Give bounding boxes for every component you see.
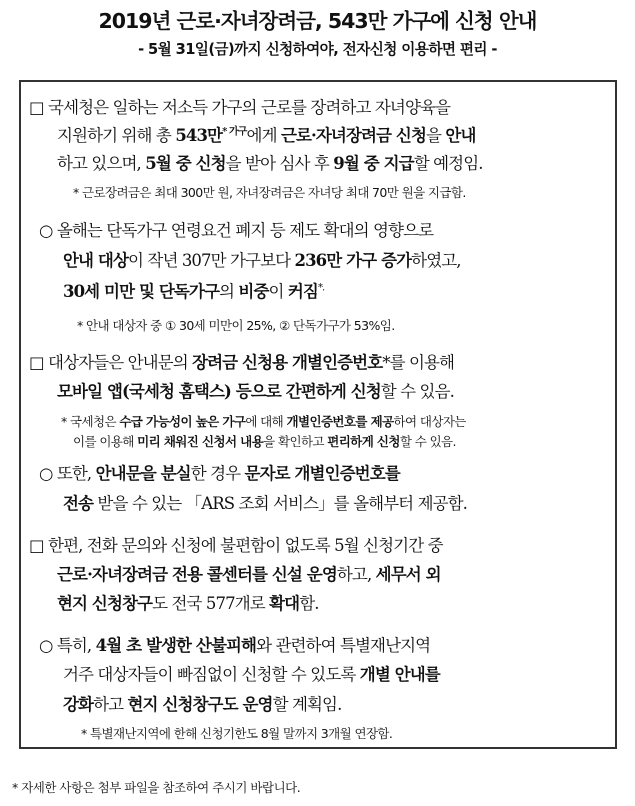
content-box (19, 80, 617, 749)
s5-line2: 근로·자녀장려금 전용 콜센터를 신설 운영하고, 세무서 외 (57, 565, 441, 584)
s2-line2: 안내 대상이 작년 307만 가구보다 236만 가구 증가하였고, (63, 251, 461, 270)
s5-line3: 현지 신청창구도 전국 577개로 확대함. (57, 594, 319, 613)
s6-line3: 강화하고 현지 신청창구도 운영할 계획임. (63, 695, 342, 714)
s6-line1: ○ 특히, 4월 초 발생한 산불피해와 관련하여 특별재난지역 (39, 636, 431, 655)
s3-note1: * 국세청은 수급 가능성이 높은 가구에 대해 개별인증번호를 제공하여 대상자는 (61, 414, 466, 429)
document-subtitle: - 5월 31일(금)까지 신청하여야, 전자신청 이용하면 편리 - (138, 41, 497, 58)
s3-note2: 이를 이용해 미리 채워진 신청서 내용을 확인하고 편리하게 신청할 수 있음. (73, 434, 456, 449)
s6-note: * 특별재난지역에 한해 신청기한도 8월 말까지 3개월 연장함. (81, 726, 393, 741)
s6-line2: 거주 대상자들이 빠짐없이 신청할 수 있도록 개별 안내를 (63, 665, 440, 684)
footnote: * 자세한 사항은 첨부 파일을 참조하여 주시기 바랍니다. (12, 780, 301, 795)
s1-line1: □ 국세청은 일하는 저소득 가구의 근로를 장려하고 자녀양육을 (29, 98, 451, 117)
s1-line3: 하고 있으며, 5월 중 신청을 받아 심사 후 9월 중 지급할 예정임. (57, 154, 483, 173)
s5-line1: □ 한편, 전화 문의와 신청에 불편함이 없도록 5월 신청기간 중 (29, 536, 443, 555)
s4-line2: 전송 받을 수 있는 「ARS 조회 서비스」를 올해부터 제공함. (63, 494, 468, 513)
document-title: 2019년 근로·자녀장려금, 543만 가구에 신청 안내 (98, 9, 537, 33)
s2-line1: ○ 올해는 단독가구 연령요건 폐지 등 제도 확대의 영향으로 (39, 221, 434, 240)
s3-line1: □ 대상자들은 안내문의 장려금 신청용 개별인증번호*를 이용해 (29, 353, 455, 372)
s1-note: * 근로장려금은 최대 300만 원, 자녀장려금은 자녀당 최대 70만 원을 지급함. (73, 185, 466, 200)
s3-line2: 모바일 앱(국세청 홈택스) 등으로 간편하게 신청할 수 있음. (57, 382, 454, 401)
s2-note: * 안내 대상자 중 ① 30세 미만이 25%, ② 단독가구가 53%임. (77, 318, 395, 333)
s1-line2: 지원하기 위해 총 543만$^{* 가구}$에게 근로·자녀장려금 신청을 안내 (57, 126, 476, 145)
s4-line1: ○ 또한, 안내문을 분실한 경우 문자로 개별인증번호를 (39, 464, 400, 483)
s2-line3: 30세 미만 및 단독가구의 비중이 커짐*. (63, 282, 325, 301)
